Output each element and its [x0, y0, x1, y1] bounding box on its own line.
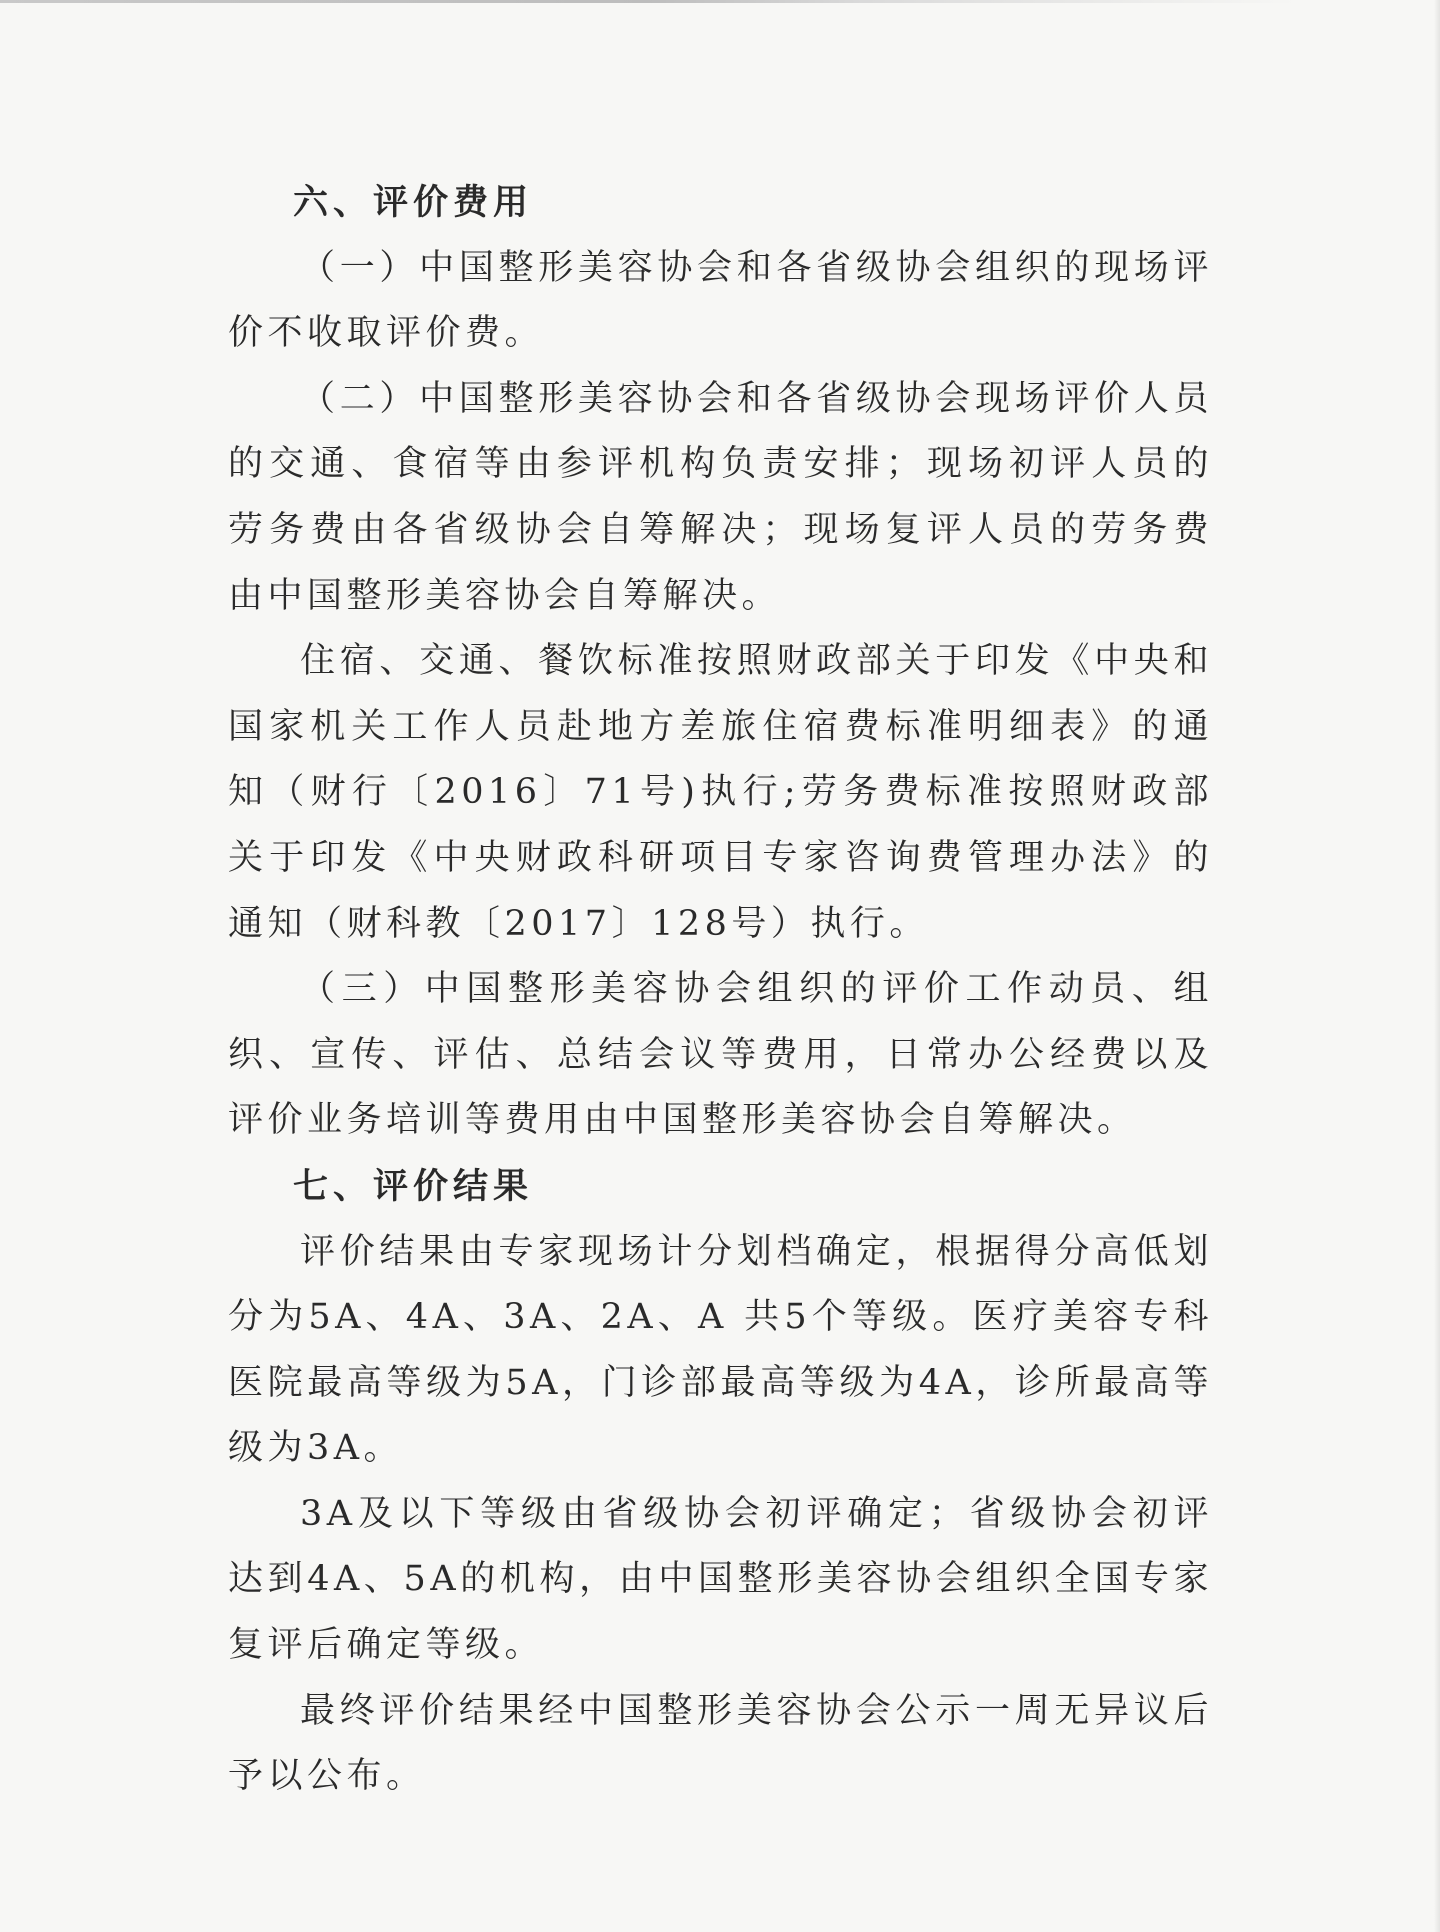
scan-edge-right [1434, 0, 1440, 1932]
paragraph-expense-standards: 住宿、交通、餐饮标准按照财政部关于印发《中央和国家机关工作人员赴地方差旅住宿费标准明细表》的通知（财行〔2016〕71号)执行;劳务费标准按照财政部关于印发《中央财政科研项目专家咨询费管理办法》的通知（财科教〔2017〕128号）执行。 [228, 641, 1213, 944]
document-page [228, 170, 1213, 1810]
paragraph-travel-and-labor-costs: （二）中国整形美容协会和各省级协会现场评价人员的交通、食宿等由参评机构负责安排；现场初评人员的劳务费由各省级协会自筹解决；现场复评人员的劳务费由中国整形美容协会自筹解决。 [228, 378, 1213, 616]
scan-edge-top [0, 0, 1440, 3]
section-heading-evaluation-results: 七、评价结果 [293, 1165, 534, 1207]
paragraph-grading-process: 3A及以下等级由省级协会初评确定；省级协会初评达到4A、5A的机构，由中国整形美容协会组织全国专家复评后确定等级。 [228, 1493, 1213, 1666]
paragraph-no-evaluation-fee: （一）中国整形美容协会和各省级协会组织的现场评价不收取评价费。 [228, 247, 1213, 354]
section-heading-evaluation-fees: 六、评价费用 [293, 182, 534, 223]
paragraph-association-costs: （三）中国整形美容协会组织的评价工作动员、组织、宣传、评估、总结会议等费用，日常办公经费以及评价业务培训等费用由中国整形美容协会自筹解决。 [228, 969, 1213, 1141]
paragraph-grade-levels: 评价结果由专家现场计分划档确定，根据得分高低划分为5A、4A、3A、2A、A 共5个等级。医疗美容专科医院最高等级为5A，门诊部最高等级为4A，诊所最高等级为3A。 [228, 1231, 1213, 1469]
paragraph-publication: 最终评价结果经中国整形美容协会公示一周无异议后予以公布。 [228, 1690, 1213, 1797]
